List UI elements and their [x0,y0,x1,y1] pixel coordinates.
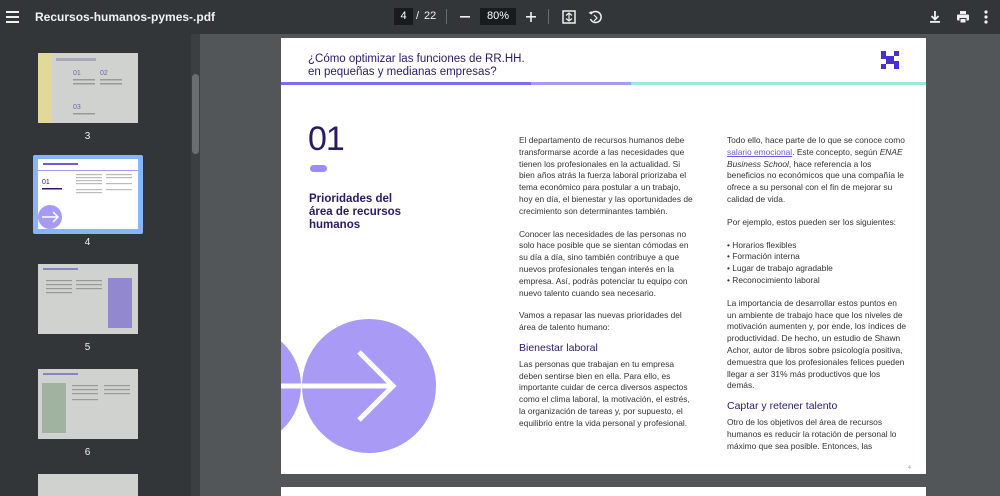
paragraph: Las personas que trabajan en tu empresa deben sentirse bien en ella. Para ello, es importante cuidar de cerca diversos aspectos como el clima laboral, la motivación, el estrés, la organización de tareas y, por supuesto, el equilibrio entre la vida personal y profesional. [519,358,690,428]
page-heading-line-2: en pequeñas y medianas empresas? [308,66,497,78]
text-column-1 [519,135,694,441]
rotate-icon[interactable] [585,7,605,27]
page-number-input[interactable] [394,8,413,25]
toolbar-divider [548,9,549,24]
paragraph [727,135,907,206]
salario-emocional-link[interactable]: salario emocional [727,146,793,157]
header-rule [531,82,631,85]
list-item: • Horarios flexibles [727,240,907,252]
paragraph: Vamos a repasar las nuevas prioridades del área de talento humano: [519,310,682,333]
benefits-list [727,240,907,287]
thumbnail-page-5[interactable] [38,264,138,334]
text-span: . Este concepto, según [792,146,880,157]
thumbnail-number: 6 [84,447,91,458]
thumbnail-number: 3 [84,131,91,142]
document-viewer [200,34,1000,496]
thumbnail-page-4[interactable] [38,159,138,229]
list-item: • Formación interna [727,251,907,263]
page-heading [308,53,638,79]
svg-text:03: 03 [73,104,81,111]
paragraph: Por ejemplo, estos pueden ser los siguientes: [727,216,896,227]
svg-text:02: 02 [100,70,108,77]
toolbar-divider [446,9,447,24]
list-item: • Reconocimiento laboral [727,275,907,287]
print-icon[interactable] [953,7,973,27]
section-title-line: área de recursos [309,206,402,218]
subheading-bienestar: Bienestar laboral [519,341,598,354]
paragraph: Conocer las necesidades de las personas no solo hace posible que se sientan cómodas en su día a día, sino también contribuye a que nuevos profesionales tengan interés en la empresa. Así, podrás potenciar tu equipo con nuevo talento cuando sea necesario. [519,228,689,298]
paragraph: La importancia de desarrollar estos puntos en un ambiente de trabajo hace que los niveles de motivación aumenten y, por ende, los índices de productividad. De hecho, un estudio de Shawn Achor, autor de libros sobre psicología positiva, demuestra que los profesionales felices pueden llegar a ser 31% más productivos que los demás. [727,297,907,391]
text-span: , hace referencia a los beneficios no económicos que una compañía le ofrece a su personal con el fin de mejorar su calidad de vida. [727,158,904,204]
header-rule [281,82,531,85]
thumbnail-number: 5 [84,342,91,353]
thumbnail-number: 4 [84,237,91,248]
text-span: ENAE Business School [727,146,903,169]
zoom-level[interactable]: 80% [480,8,516,25]
pdf-page [281,38,926,474]
list-item: • Lugar de trabajo agradable [727,263,907,275]
text-column-2 [727,135,907,463]
logo-icon [881,51,899,69]
svg-text:01: 01 [73,70,81,77]
section-title-line: Prioridades del [309,193,393,205]
paragraph: Otro de los objetivos del área de recursos humanos es reducir la rotación de personal lo máximo que sea posible. Entonces, las [727,416,897,451]
pdf-next-page [281,487,926,496]
sidebar-scrollbar[interactable] [191,34,200,496]
more-icon[interactable] [976,7,996,27]
section-title-line: humanos [309,219,361,231]
file-title: Recursos-humanos-pymes-.pdf [35,10,216,24]
page-separator: / [416,10,420,22]
thumbnail-page-7[interactable] [38,474,138,496]
zoom-out-icon[interactable] [455,7,475,27]
menu-icon[interactable] [4,7,24,27]
fit-page-icon[interactable] [559,7,579,27]
section-number: 01 [308,120,344,158]
page-total: 22 [424,10,437,22]
section-title [309,193,419,232]
sidebar-scrollbar-thumb[interactable] [192,74,199,154]
svg-text:01: 01 [42,179,50,186]
arrow-icon [281,308,451,474]
paragraph: El departamento de recursos humanos debe transformarse acorde a las necesidades que tienen los profesionales en la actualidad. Si bien años atrás la fuerza laboral priorizaba el tema económico para postular a un trabajo, hoy en día, el bienestar y las oportunidades de crecimiento son determinantes también. [519,135,693,216]
page-heading-line-1: ¿Cómo optimizar las funciones de RR.HH. [308,53,525,65]
download-icon[interactable] [925,7,945,27]
text-span: Todo ello, hace parte de lo que se conoce como [727,135,905,145]
page-footer-number: 4 [908,465,911,471]
thumbnail-page-6[interactable] [38,369,138,439]
subheading-captar: Captar y retener talento [727,400,838,413]
section-pill [310,165,327,172]
zoom-in-icon[interactable] [521,7,541,27]
pdf-toolbar [0,0,1000,34]
thumbnail-page-3[interactable] [38,53,138,123]
header-rule [631,82,926,85]
thumbnail-sidebar [0,34,191,496]
